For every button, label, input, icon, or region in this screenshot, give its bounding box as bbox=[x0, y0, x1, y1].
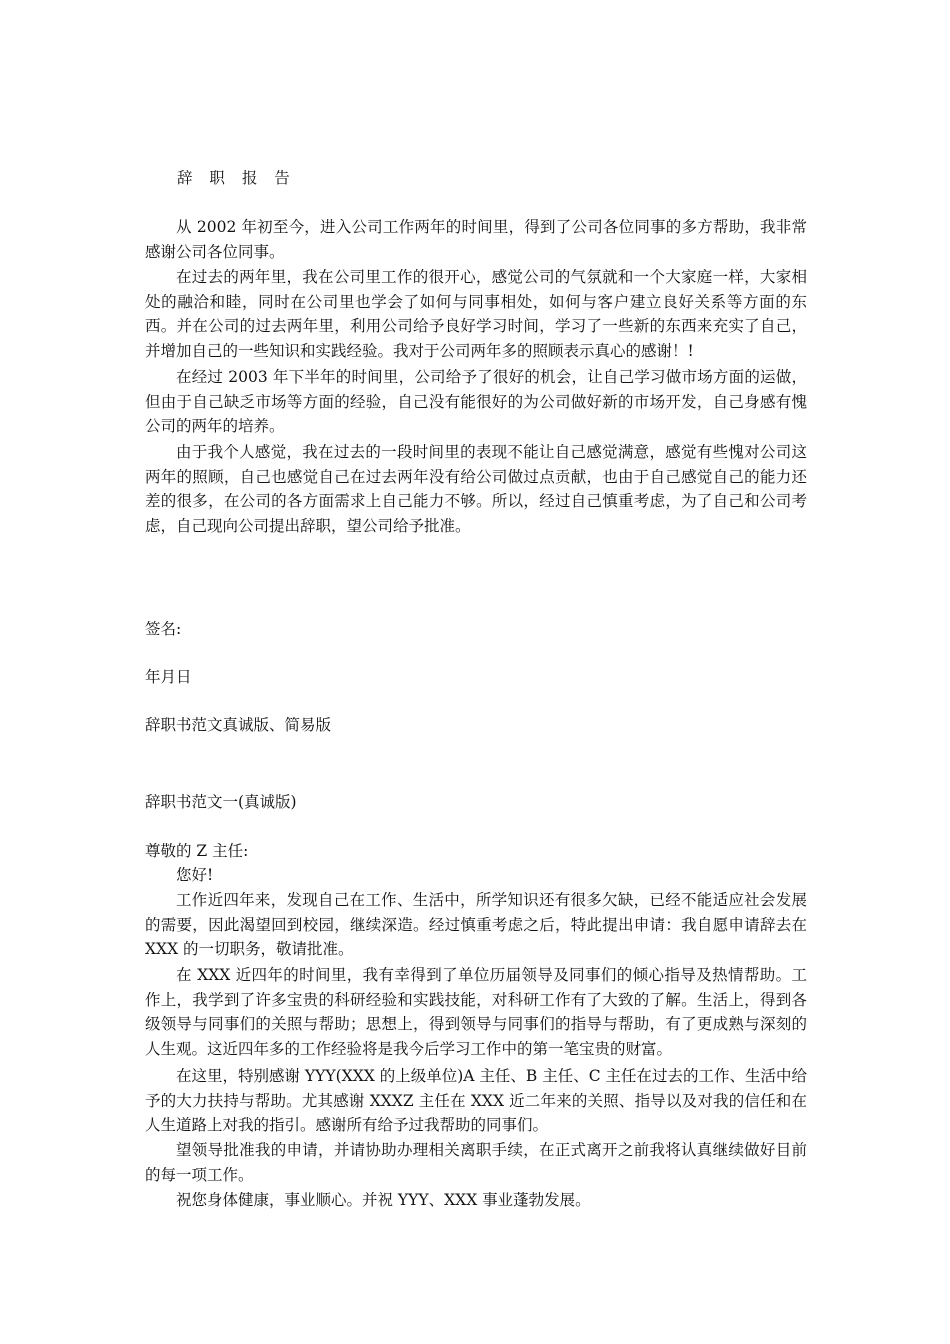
signature-label: 签名: bbox=[145, 620, 182, 638]
greeting: 您好! bbox=[176, 866, 214, 884]
letter-paragraph-5: 祝您身体健康，事业顺心。并祝 YYY、XXX 事业蓬勃发展。 bbox=[176, 1191, 591, 1209]
letter-paragraph-3: 在这里，特别感谢 YYY(XXX 的上级单位)A 主任、B 主任、C 主任在过去的工作、生活中给予的大力扶持与帮助。尤其感谢 XXXZ 主任在 XXX 近二年来的关照、指导以及对我的信任和在人生道路上对我的指引。感谢所有给予过我帮助的同事们。 bbox=[145, 1067, 807, 1134]
letter-paragraph-1: 工作近四年来，发现自己在工作、生活中，所学知识还有很多欠缺，已经不能适应社会发展的需要，因此渴望回到校园，继续深造。经过慎重考虑之后，特此提出申请：我自愿申请辞去在 XXX 的一切职务，敬请批准。 bbox=[145, 891, 807, 958]
paragraph-4: 由于我个人感觉，我在过去的一段时间里的表现不能让自己感觉满意，感觉有些愧对公司这两年的照顾，自己也感觉自己在过去两年没有给公司做过点贡献，也由于自己感觉自己的能力还差的很多，在公司的各方面需求上自己能力不够。所以，经过自己慎重考虑，为了自己和公司考虑，自己现向公司提出辞职，望公司给予批准。 bbox=[145, 443, 807, 535]
salutation: 尊敬的 Z 主任: bbox=[145, 842, 249, 860]
paragraph-3: 在经过 2003 年下半年的时间里，公司给予了很好的机会，让自己学习做市场方面的运做，但由于自己缺乏市场等方面的经验，自己没有能很好的为公司做好新的市场开发，自己身感有愧公司的两年的培养。 bbox=[145, 368, 807, 435]
date-label: 年月日 bbox=[145, 668, 192, 686]
paragraph-1: 从 2002 年初至今，进入公司工作两年的时间里，得到了公司各位同事的多方帮助，我非常感谢公司各位同事。 bbox=[145, 218, 807, 261]
paragraph-2: 在过去的两年里，我在公司里工作的很开心，感觉公司的气氛就和一个大家庭一样，大家相处的融洽和睦，同时在公司里也学会了如何与同事相处，如何与客户建立良好关系等方面的东西。并在公司的过去两年里，利用公司给予良好学习时间，学习了一些新的东西来充实了自己，并增加自己的一些知识和实践经验。我对于公司两年多的照顾表示真心的感谢！! bbox=[145, 268, 807, 360]
letter-paragraph-4: 望领导批准我的申请，并请协助办理相关离职手续，在正式离开之前我将认真继续做好目前的每一项工作。 bbox=[145, 1141, 807, 1184]
sample-heading: 辞职书范文一(真诚版) bbox=[145, 793, 297, 811]
section-heading: 辞职书范文真诚版、简易版 bbox=[145, 716, 332, 734]
letter-paragraph-2: 在 XXX 近四年的时间里，我有幸得到了单位历届领导及同事们的倾心指导及热情帮助。工作上，我学到了许多宝贵的科研经验和实践技能，对科研工作有了大致的了解。生活上，得到各级领导与同事们的关照与帮助；思想上，得到领导与同事们的指导与帮助，有了更成熟与深刻的人生观。这近四年多的工作经验将是我今后学习工作中的第一笔宝贵的财富。 bbox=[145, 966, 807, 1058]
document-title: 辞 职 报 告 bbox=[177, 169, 296, 187]
